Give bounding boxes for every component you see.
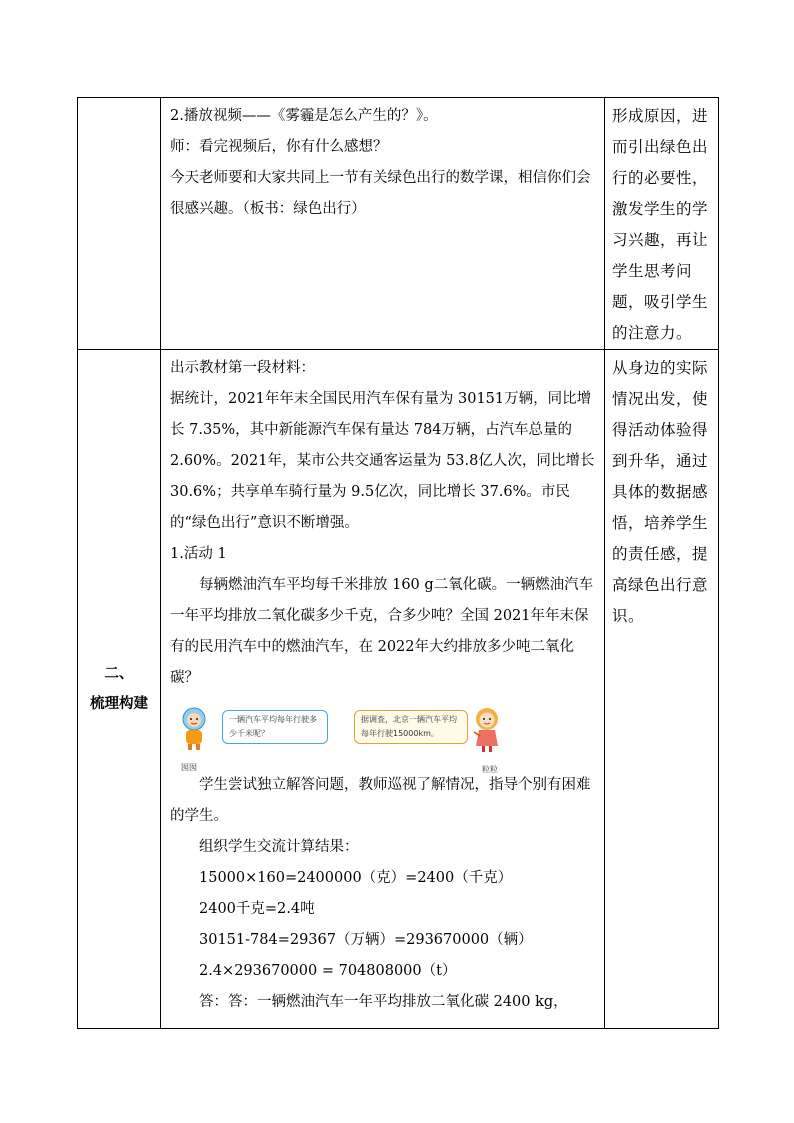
section-cell xyxy=(78,98,161,350)
design-intent-text: 从身边的实际情况出发，使得活动体验得到升华，通过具体的数据感悟，培养学生的责任感，提高绿色出行意识。 xyxy=(612,359,709,625)
activity-heading: 1.活动 1 xyxy=(170,546,227,562)
content-cell xyxy=(161,350,605,1029)
table-row xyxy=(78,350,719,1029)
content-line: 师：看完视频后，你有什么感想？ xyxy=(170,139,388,155)
left-character-name: 囡囡 xyxy=(181,763,197,772)
content-line: 今天老师要和大家共同上一节有关绿色出行的数学课，相信你们会很感兴趣。（板书：绿色出行） xyxy=(170,170,591,217)
dialogue-illustration xyxy=(170,706,598,774)
calc-line: 2.4×293670000 = 704808000（t） xyxy=(199,963,457,979)
answer-text: 答：答：一辆燃油汽车一年平均排放二氧化碳 2400 kg， xyxy=(199,994,568,1010)
material-text: 据统计，2021年年末全国民用汽车保有量为 30151万辆，同比增长 7.35%，其中新能源汽车保有量达 784万辆，占汽车总量的 2.60%。2021年，某市公共交通客运量为 53.8亿人次，同比增长 30.6%；共享单车骑行量为 9.5亿次，同比增长 37.6%。市民的“绿色出行”意识不断增强。 xyxy=(170,391,595,531)
left-speech-bubble: 一辆汽车平均每年行驶多少千米呢？ xyxy=(222,710,328,744)
section-title: 梳理构建 xyxy=(90,696,148,712)
lesson-plan-table xyxy=(77,97,719,1029)
section-number: 二、 xyxy=(104,666,134,682)
boy-character-icon xyxy=(178,706,210,752)
design-intent-cell xyxy=(605,350,719,1029)
content-cell xyxy=(161,98,605,350)
section-cell xyxy=(78,350,161,1029)
right-speech-bubble: 据调查，北京一辆汽车平均每年行驶15000km。 xyxy=(354,710,468,744)
problem-text: 每辆燃油汽车平均每千米排放 160 g二氧化碳。一辆燃油汽车一年平均排放二氧化碳多少千克，合多少吨？全国 2021年年末保有的民用汽车中的燃油汽车，在 2022年大约排放多少吨二氧化碳？ xyxy=(170,577,594,686)
material-intro: 出示教材第一段材料： xyxy=(170,360,315,376)
right-character-name: 粒粒 xyxy=(482,765,498,774)
step-text: 学生尝试独立解答问题，教师巡视了解情况，指导个别有困难的学生。 xyxy=(170,777,591,824)
calc-line: 2400千克=2.4吨 xyxy=(199,901,315,917)
step-text: 组织学生交流计算结果： xyxy=(199,839,359,855)
design-intent-text: 形成原因，进而引出绿色出行的必要性，激发学生的学习兴趣，再让学生思考问题，吸引学生的注意力。 xyxy=(612,107,709,342)
content-line: 2.播放视频——《雾霾是怎么产生的？》。 xyxy=(170,108,438,124)
design-intent-cell xyxy=(605,98,719,350)
calc-line: 30151-784=29367（万辆）=293670000（辆） xyxy=(199,932,533,948)
calc-line: 15000×160=2400000（克）=2400（千克） xyxy=(199,870,513,886)
girl-character-icon xyxy=(470,706,504,754)
table-row xyxy=(78,98,719,350)
